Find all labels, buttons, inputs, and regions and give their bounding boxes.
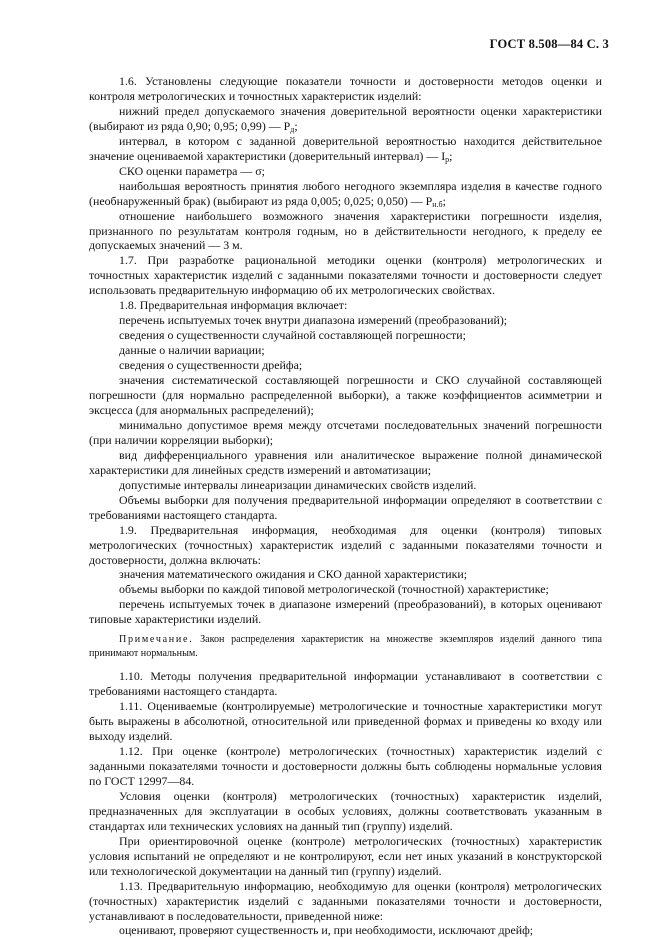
list-item: объемы выборки по каждой типовой метрологической (точностной) характеристике; [119, 582, 549, 597]
list-item: значения математического ожидания и СКО данной характеристики; [119, 567, 468, 582]
paragraph-ratio: отношение наибольшего возможного значения характеристики погрешности изделия, признанного по результатам контроля годным, но в действительности негодного, к пределу ее допускаемых значений — 3 м. [89, 208, 602, 253]
paragraph-1-10: 1.10. Методы получения предварительной информации устанавливают в соответствии с требованиями настоящего стандарта. [89, 669, 602, 699]
paragraph-sko: СКО оценки параметра — σ; [119, 163, 265, 178]
paragraph-special-conditions: Условия оценки (контроля) метрологических (точностных) характеристик изделий, предназначенных для эксплуатации в особых условиях, должны соответствовать указанным в стандартах или технических условиях на данный тип (группу) изделий. [89, 788, 602, 833]
note-text: Закон распределения характеристик на множестве экземпляров изделий данного типа принимают нормальным. [89, 634, 602, 660]
paragraph-approximate: При ориентировочной оценке (контроле) метрологических (точностных) характеристик условия испытаний не определяют и не контролируют, если нет иных указаний в конструкторской или технологической документации на данный тип (группу) изделий. [89, 833, 602, 878]
note-label: Примечание. [119, 634, 194, 646]
paragraph-1-13: 1.13. Предварительную информацию, необходимую для оценки (контроля) метрологических (точностных) характеристик изделий с заданными показателями точности и достоверности, устанавливают в последовательности, приведенной ниже: [89, 878, 602, 923]
paragraph-sample-size: Объемы выборки для получения предварительной информации определяют в соответствии с требованиями настоящего стандарта. [89, 492, 602, 522]
list-item: сведения о существенности дрейфа; [119, 358, 303, 373]
paragraph-1-9: 1.9. Предварительная информация, необходимая для оценки (контроля) типовых метрологических (точностных) характеристик изделий с заданными показателями точности и достоверности, должна включать: [89, 522, 602, 567]
paragraph-1-6: 1.6. Установлены следующие показатели точности и достоверности методов оценки и контроля метрологических и точностных характеристик изделий: [89, 74, 602, 103]
paragraph-1-7: 1.7. При разработке рациональной методики оценки (контроля) метрологических и точностных характеристик изделий с заданными показателями точности и достоверности следует использовать предварительную информацию об их метрологических свойствах. [89, 253, 602, 298]
list-item: допустимые интервалы линеаризации динамических свойств изделий. [119, 477, 477, 492]
list-item: минимально допустимое время между отсчетами последовательных значений погрешности (при наличии корреляции выборки); [89, 417, 602, 447]
list-item: перечень испытуемых точек внутри диапазона измерений (преобразований); [119, 313, 508, 328]
note [89, 633, 602, 661]
document-body [89, 74, 602, 938]
list-item: значения систематической составляющей погрешности и СКО случайной составляющей погрешности (для нормально распределенной выборки), а также коэффициентов асимметрии и эксцесса (для анормальных распределений); [89, 373, 602, 417]
paragraph-confidence: нижний предел допускаемого значения доверительной вероятности оценки характеристики (выбирают из ряда 0,90; 0,95; 0,99) — $P_д$; [89, 103, 602, 134]
list-item: вид дифференциального уравнения или аналитическое выражение полной динамической характеристики для линейных средств измерений и автоматизации; [89, 447, 602, 477]
paragraph-interval: интервал, в котором с заданной доверительной вероятностью находится действительное значение оцениваемой характеристики (доверительный интервал) — $I_р$; [89, 133, 602, 164]
paragraph-1-11: 1.11. Оцениваемые (контролируемые) метрологические и точностные характеристики могут быть выражены в абсолютной, относительной или приведенной формах и приведены ко входу или выходу изделий. [89, 699, 602, 744]
page-header: ГОСТ 8.508—84 С. 3 [489, 37, 609, 51]
paragraph-1-8: 1.8. Предварительная информация включает: [119, 298, 348, 313]
paragraph-1-12: 1.12. При оценке (контроле) метрологических (точностных) характеристик изделий с заданными показателями точности и достоверности должны быть соблюдены нормальные условия по ГОСТ 12997—84. [89, 744, 602, 788]
list-item: данные о наличии вариации; [119, 343, 265, 358]
list-item: перечень испытуемых точек в диапазоне измерений (преобразований), в которых оценивают типовые характеристики изделий. [89, 597, 602, 627]
paragraph-defect-probability: наибольшая вероятность принятия любого негодного экземпляра изделия в качестве годного (необнаруженный брак) (выбирают из ряда 0,005; 0,025; 0,050) — $P_{н.б}$; [89, 178, 602, 209]
list-item: сведения о существенности случайной составляющей погрешности; [119, 328, 466, 343]
list-item: оценивают, проверяют существенность и, при необходимости, исключают дрейф; [119, 923, 534, 938]
